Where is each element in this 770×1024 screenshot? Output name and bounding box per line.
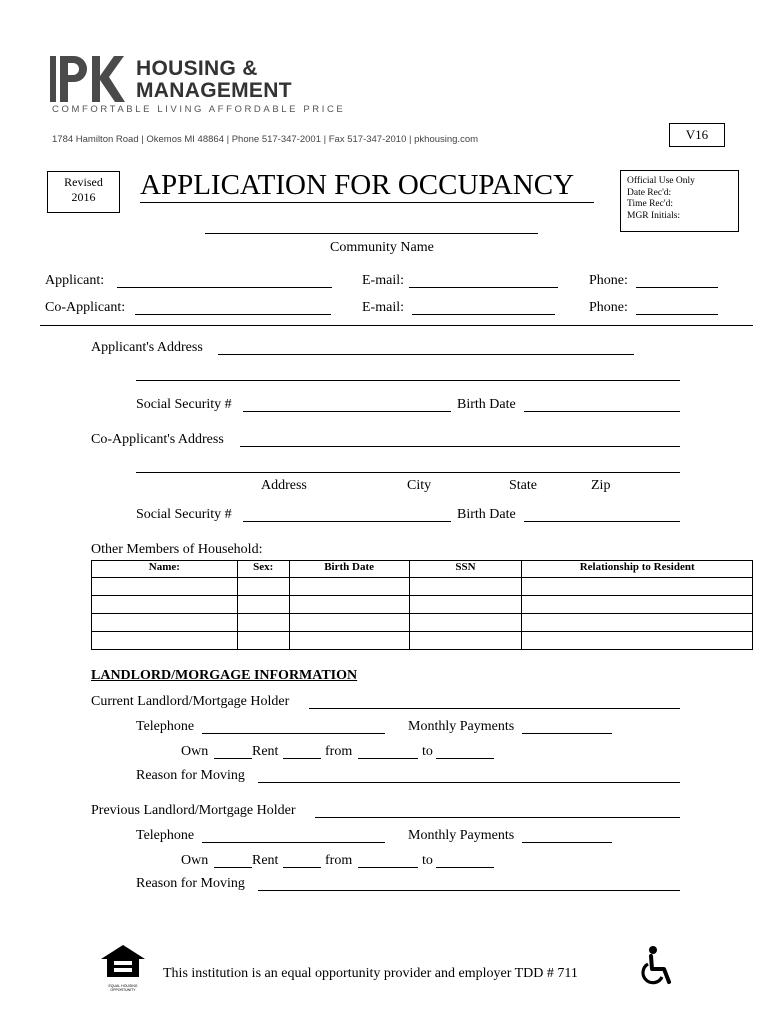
table-cell[interactable] — [289, 614, 409, 632]
table-cell[interactable] — [522, 632, 753, 650]
revised-label: Revised — [64, 175, 103, 189]
table-cell[interactable] — [92, 614, 238, 632]
title-underline — [140, 202, 594, 203]
equal-housing-icon — [99, 943, 147, 979]
current-monthly-label: Monthly Payments — [408, 719, 515, 734]
household-col-ssn: SSN — [409, 561, 522, 578]
current-telephone-field[interactable] — [202, 733, 385, 734]
company-logo-mark — [50, 50, 130, 104]
previous-from-field[interactable] — [358, 867, 418, 868]
coapplicant-address-field-2[interactable] — [136, 472, 680, 473]
current-rent-field[interactable] — [283, 758, 321, 759]
table-cell[interactable] — [522, 614, 753, 632]
state-column-label: State — [509, 478, 537, 493]
previous-reason-label: Reason for Moving — [136, 876, 245, 891]
coapplicant-birth-label: Birth Date — [457, 507, 516, 522]
revised-box — [47, 171, 120, 213]
table-cell[interactable] — [237, 596, 289, 614]
household-label: Other Members of Household: — [91, 542, 263, 557]
zip-column-label: Zip — [591, 478, 611, 493]
coapplicant-email-field[interactable] — [412, 314, 555, 315]
coapplicant-email-label: E-mail: — [362, 300, 404, 315]
table-cell[interactable] — [92, 632, 238, 650]
household-col-relationship: Relationship to Resident — [522, 561, 753, 578]
landlord-heading: LANDLORD/MORGAGE INFORMATION — [91, 668, 358, 683]
household-col-birth: Birth Date — [289, 561, 409, 578]
table-row — [92, 614, 753, 632]
coapplicant-ssn-field[interactable] — [243, 521, 451, 522]
applicant-email-field[interactable] — [409, 287, 558, 288]
table-cell[interactable] — [289, 632, 409, 650]
applicant-label: Applicant: — [45, 273, 105, 288]
applicant-address-field-1[interactable] — [218, 354, 634, 355]
table-cell[interactable] — [409, 614, 522, 632]
previous-from-label: from — [325, 853, 353, 868]
current-telephone-label: Telephone — [136, 719, 195, 734]
household-col-sex: Sex: — [237, 561, 289, 578]
current-own-field[interactable] — [214, 758, 252, 759]
table-cell[interactable] — [409, 596, 522, 614]
previous-monthly-label: Monthly Payments — [408, 828, 515, 843]
address-column-label: Address — [261, 478, 307, 493]
current-to-field[interactable] — [436, 758, 494, 759]
previous-landlord-field[interactable] — [315, 817, 680, 818]
table-cell[interactable] — [522, 578, 753, 596]
community-name-field[interactable] — [205, 233, 538, 234]
applicant-name-field[interactable] — [117, 287, 332, 288]
applicant-ssn-field[interactable] — [243, 411, 451, 412]
date-received-label: Date Rec'd: — [627, 187, 672, 198]
household-table — [91, 560, 753, 650]
previous-to-label: to — [422, 853, 433, 868]
previous-landlord-label: Previous Landlord/Mortgage Holder — [91, 803, 296, 818]
previous-rent-label: Rent — [252, 853, 279, 868]
previous-own-field[interactable] — [214, 867, 252, 868]
accessibility-icon — [640, 945, 674, 987]
version-label: V16 — [685, 127, 709, 142]
time-received-label: Time Rec'd: — [627, 199, 673, 209]
applicant-email-label: E-mail: — [362, 273, 404, 288]
logo-line-2: MANAGEMENT — [136, 79, 292, 102]
version-box — [669, 123, 725, 147]
official-use-heading: Official Use Only — [627, 176, 695, 186]
current-from-label: from — [325, 744, 353, 759]
current-rent-label: Rent — [252, 744, 279, 759]
current-own-label: Own — [181, 744, 209, 759]
applicant-birth-label: Birth Date — [457, 397, 516, 412]
city-column-label: City — [407, 478, 432, 493]
previous-reason-field[interactable] — [258, 890, 680, 891]
household-header-row — [92, 561, 753, 578]
coapplicant-ssn-label: Social Security # — [136, 507, 232, 522]
table-row — [92, 578, 753, 596]
previous-rent-field[interactable] — [283, 867, 321, 868]
equal-housing-logo — [99, 943, 147, 992]
table-cell[interactable] — [237, 614, 289, 632]
current-from-field[interactable] — [358, 758, 418, 759]
footer-statement: This institution is an equal opportunity provider and employer TDD # 711 — [163, 966, 578, 981]
table-cell[interactable] — [92, 596, 238, 614]
coapplicant-phone-label: Phone: — [589, 300, 628, 315]
applicant-ssn-label: Social Security # — [136, 397, 232, 412]
form-title: APPLICATION FOR OCCUPANCY — [140, 169, 575, 201]
equal-housing-caption: EQUAL HOUSING OPPORTUNITY — [108, 984, 138, 992]
coapplicant-name-field[interactable] — [135, 314, 331, 315]
current-reason-label: Reason for Moving — [136, 768, 245, 783]
coapplicant-label: Co-Applicant: — [45, 300, 126, 315]
logo-line-1: HOUSING & — [136, 57, 258, 80]
table-cell[interactable] — [237, 578, 289, 596]
table-cell[interactable] — [409, 578, 522, 596]
applicant-address-field-2[interactable] — [136, 380, 680, 381]
table-cell[interactable] — [92, 578, 238, 596]
applicant-address-label: Applicant's Address — [91, 340, 203, 355]
official-use-box — [620, 170, 739, 232]
table-row — [92, 632, 753, 650]
community-name-label: Community Name — [330, 240, 434, 255]
table-cell[interactable] — [522, 596, 753, 614]
previous-telephone-label: Telephone — [136, 828, 195, 843]
coapplicant-address-label: Co-Applicant's Address — [91, 432, 224, 447]
previous-own-label: Own — [181, 853, 209, 868]
previous-monthly-field[interactable] — [522, 842, 612, 843]
table-cell[interactable] — [409, 632, 522, 650]
coapplicant-birth-field[interactable] — [524, 521, 680, 522]
current-landlord-field[interactable] — [309, 708, 680, 709]
table-cell[interactable] — [289, 578, 409, 596]
table-cell[interactable] — [289, 596, 409, 614]
household-col-name: Name: — [92, 561, 238, 578]
section-divider — [40, 325, 753, 326]
current-monthly-field[interactable] — [522, 733, 612, 734]
previous-to-field[interactable] — [436, 867, 494, 868]
applicant-phone-label: Phone: — [589, 273, 628, 288]
current-to-label: to — [422, 744, 433, 759]
company-contact: 1784 Hamilton Road | Okemos MI 48864 | Phone 517-347-2001 | Fax 517-347-2010 | pkhousing.com — [52, 134, 479, 145]
company-tagline: COMFORTABLE LIVING AFFORDABLE PRICE — [52, 104, 346, 115]
applicant-birth-field[interactable] — [524, 411, 680, 412]
coapplicant-address-field-1[interactable] — [240, 446, 680, 447]
current-reason-field[interactable] — [258, 782, 680, 783]
mgr-initials-label: MGR Initials: — [627, 210, 681, 221]
pk-logo-icon — [50, 50, 130, 104]
revised-year: 2016 — [71, 190, 96, 204]
table-cell[interactable] — [237, 632, 289, 650]
table-row — [92, 596, 753, 614]
current-landlord-label: Current Landlord/Mortgage Holder — [91, 694, 290, 709]
coapplicant-phone-field[interactable] — [636, 314, 718, 315]
previous-telephone-field[interactable] — [202, 842, 385, 843]
applicant-phone-field[interactable] — [636, 287, 718, 288]
